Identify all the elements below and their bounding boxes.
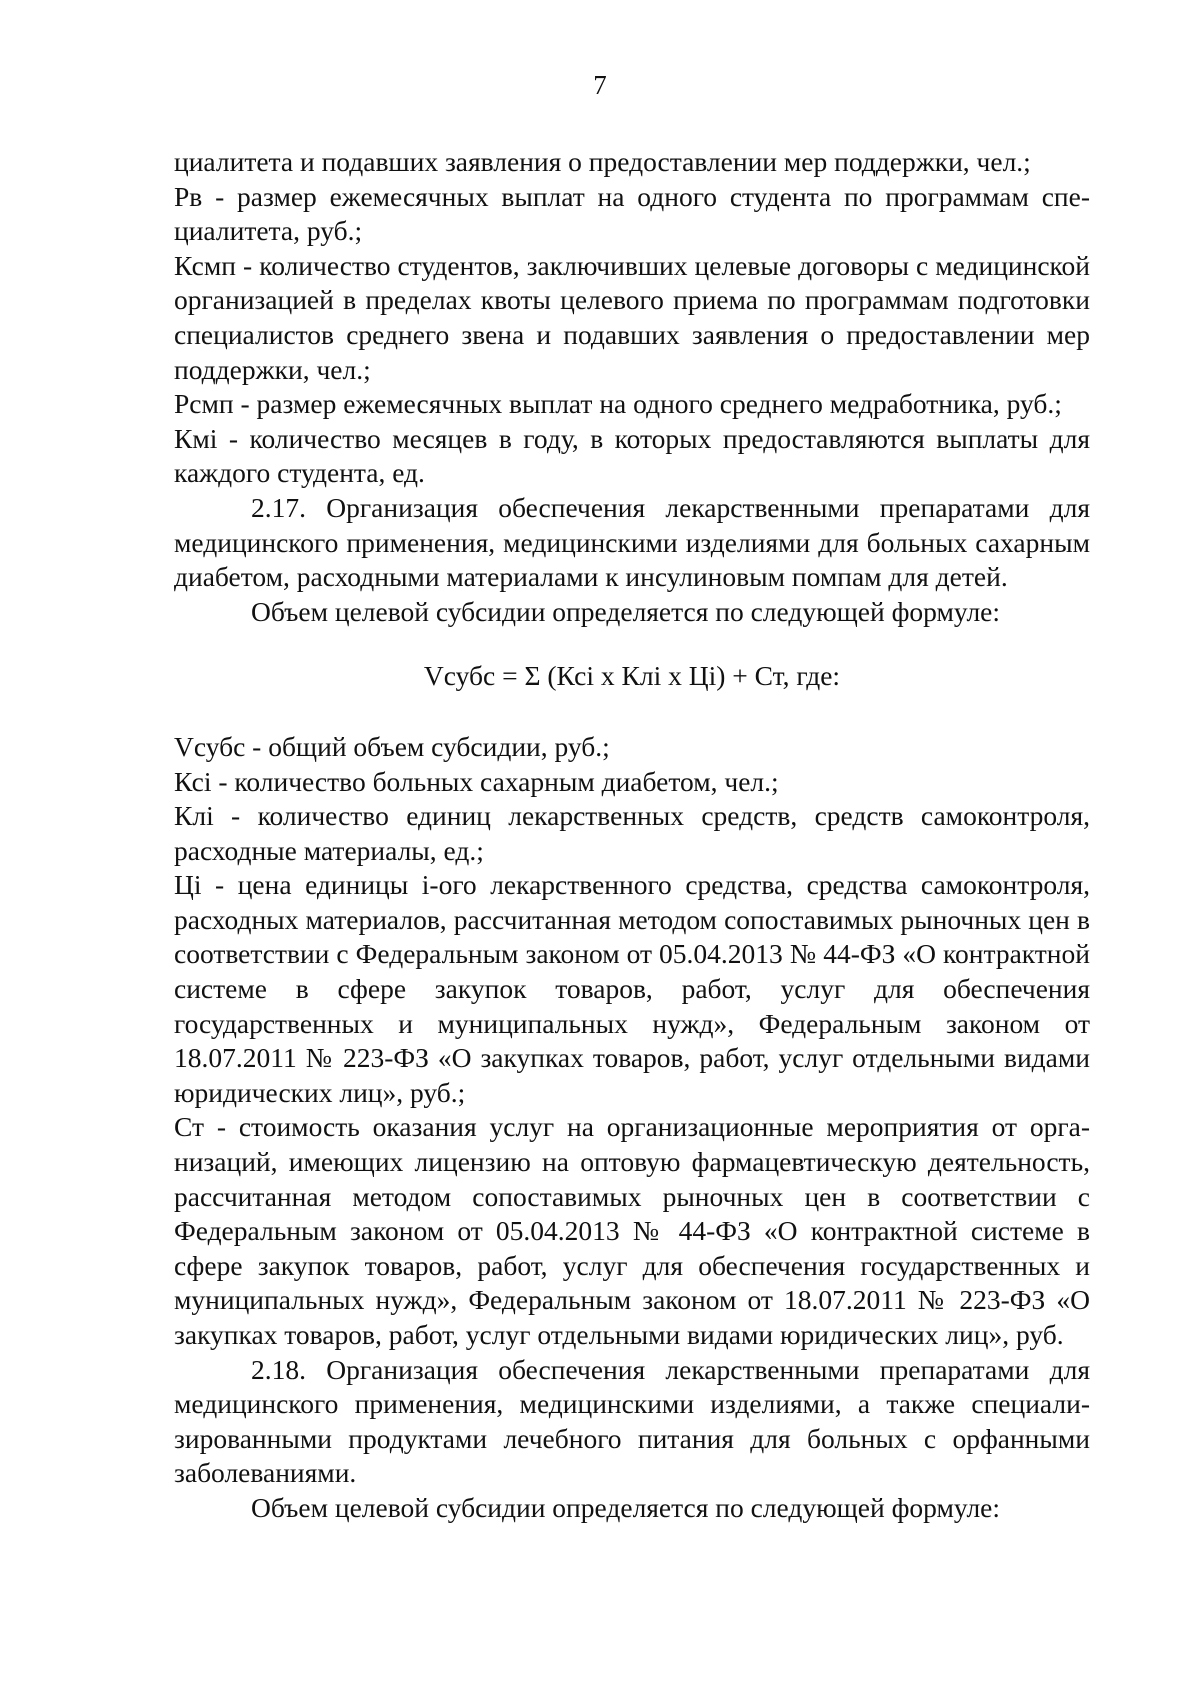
definition-st: Ст - стоимость оказания услуг на организационные мероприятия от организаций, имеющих лицензию на оптовую фармацевтическую деятельность, рассчитанная методом сопоставимых рыночных цен в соответствии с Федеральным законом от 05.04.2013 № 44-ФЗ «О контрактной системе в сфере закупок товаров, работ, услуг для обеспечения государственных и муниципальных нужд», Федеральным законом от 18.07.2011 № 223-ФЗ «О закупках товаров, работ, услуг отдельными видами юридических лиц», руб. bbox=[174, 1111, 1090, 1350]
formula-intro: Объем целевой субсидии определяется по следующей формуле: bbox=[251, 595, 1001, 627]
definition-ksi: Ксi - количество больных сахарным диабетом, чел.; bbox=[174, 765, 779, 797]
definition-vsubs: Vсубс - общий объем субсидии, руб.; bbox=[174, 730, 610, 762]
definition-kmi: Кмi - количество месяцев в году, в которых предоставляются выплаты для каждого студента, ед. bbox=[174, 422, 1090, 489]
definition-kli: Клi - количество единиц лекарственных средств, средств самоконтроля, расходные материалы, ед.; bbox=[174, 800, 1090, 866]
definition-ksmp: Ксмп - количество студентов, заключивших целевые договоры с медицинской организацией в пределах квоты целевого приема по программам подготовки специалистов среднего звена и подавших заявления о предоставлении мер поддержки, чел.; bbox=[174, 249, 1090, 385]
formula-intro-2: Объем целевой субсидии определяется по следующей формуле: bbox=[251, 1491, 1001, 1523]
section-2-17: 2.17. Организация обеспечения лекарственными препаратами для медицинского применения, медицинскими изделиями для больных сахарным диабетом, расходными материалами к инсулиновым помпам для детей. bbox=[174, 491, 1090, 593]
paragraph-continuation: циалитета и подавших заявления о предоставлении мер поддержки, чел.; bbox=[174, 146, 1031, 177]
document-body bbox=[174, 145, 1090, 1526]
definition-rsmp: Рсмп - размер ежемесячных выплат на одного среднего медработника, руб.; bbox=[174, 388, 1062, 420]
definition-rv: Рв - размер ежемесячных выплат на одного студента по программам специалитета, руб.; bbox=[174, 180, 1090, 247]
definition-tsi: Цi - цена единицы i-ого лекарственного средства, средства самоконтроля, расходных материалов, рассчитанная методом сопоставимых рыночных цен в соответствии с Федеральным законом от 05.04.2013 № 44-ФЗ «О контрактной системе в сфере закупок товаров, работ, услуг для обеспечения государственных и муниципальных нужд», Федеральным законом от 18.07.2011 № 223-ФЗ «О закупках товаров, работ, услуг отдельными видами юридических лиц», руб.; bbox=[174, 869, 1090, 1108]
page-number: 7 bbox=[593, 70, 607, 100]
section-2-18: 2.18. Организация обеспечения лекарственными препаратами для медицинского применения, медицинскими изделиями, а также специализированными продуктами лечебного питания для больных с орфанными заболеваниями. bbox=[174, 1353, 1090, 1489]
formula: Vсубс = Σ (Ксi x Клi x Цi) + Ст, где: bbox=[423, 660, 841, 692]
